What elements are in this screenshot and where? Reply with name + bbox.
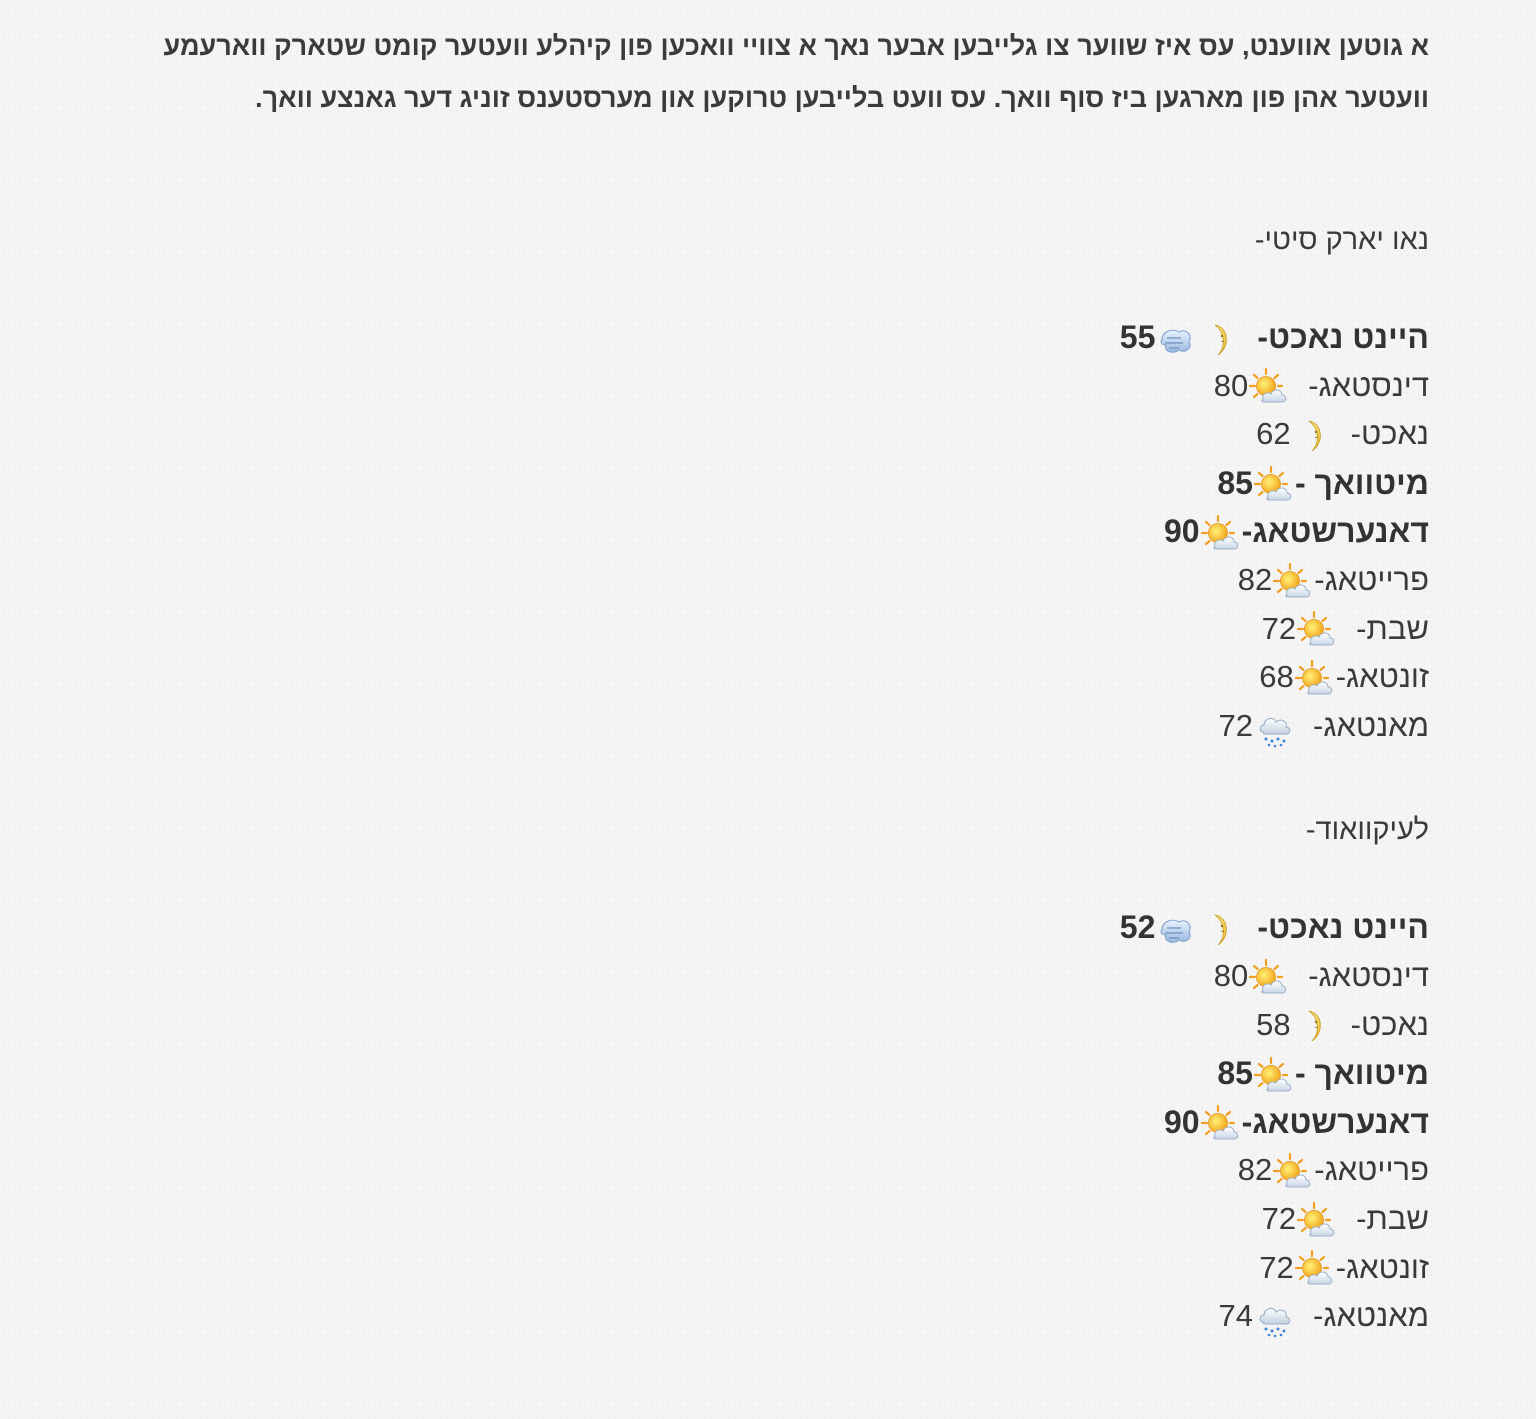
partly-sunny-icon	[1295, 659, 1335, 699]
forecast-temperature: 62	[1256, 416, 1291, 452]
intro-paragraph: א גוטען אווענט, עס איז שווער צו גלייבען אבער נאך א צוויי וואכען פון קיהלע וועטער קומט שטארק ווארעמע וועטער אהן פון מארגען ביז סוף וואך. עס וועט בלייבען טרוקען און מערסטענס זוניג דער גאנצע וואך.	[163, 31, 1429, 113]
forecast-temperature: 85	[1217, 464, 1253, 501]
wind-icon	[1156, 910, 1196, 950]
forecast-row	[109, 1244, 1429, 1293]
moon-icon	[1198, 320, 1238, 360]
forecast-row	[109, 410, 1429, 459]
forecast-row	[109, 1195, 1429, 1244]
city-heading-nyc: נאו יארק סיטי-	[1254, 224, 1429, 256]
forecast-row	[109, 952, 1429, 1001]
forecast-day-label: מאנטאג-	[1313, 1298, 1429, 1334]
forecast-day-label: מאנטאג-	[1313, 707, 1429, 743]
forecast-row	[109, 459, 1429, 508]
forecast-temperature: 52	[1119, 909, 1156, 946]
forecast-day-label: נאכט-	[1350, 416, 1429, 452]
forecast-day-label: דאנערשטאג-	[1241, 513, 1429, 550]
partly-sunny-icon	[1297, 610, 1337, 650]
forecast-row	[109, 1049, 1429, 1098]
forecast-row	[109, 362, 1429, 411]
forecast-day-label: פרייטאג-	[1314, 1152, 1429, 1188]
forecast-day-label: פרייטאג-	[1314, 561, 1429, 597]
forecast-day-label: מיטוואך -	[1294, 1055, 1429, 1092]
partly-sunny-icon	[1249, 958, 1289, 998]
forecast-temperature: 80	[1213, 367, 1249, 403]
forecast-temperature: 90	[1163, 513, 1200, 550]
forecast-day-label: דאנערשטאג-	[1241, 1103, 1429, 1140]
forecast-day-label: שבת-	[1356, 610, 1429, 646]
forecast-temperature: 90	[1163, 1103, 1200, 1140]
forecast-day-label: דינסטאג-	[1308, 957, 1429, 993]
city-heading-lakewood: לעיקוואוד-	[1305, 814, 1429, 847]
partly-sunny-icon	[1295, 1249, 1335, 1289]
forecast-temperature: 82	[1237, 561, 1273, 597]
rain-cloud-icon	[1254, 708, 1294, 748]
forecast-day-label: נאכט-	[1350, 1006, 1429, 1042]
forecast-row	[109, 653, 1429, 702]
forecast-temperature: 85	[1217, 1055, 1253, 1092]
forecast-day-label: היינט נאכט-	[1257, 319, 1429, 355]
partly-sunny-icon	[1201, 1104, 1241, 1144]
forecast-row	[109, 1292, 1429, 1341]
forecast-day-label: זונטאג-	[1335, 659, 1429, 695]
forecast-row	[109, 313, 1429, 362]
forecast-row	[109, 702, 1429, 751]
forecast-row	[109, 605, 1429, 654]
forecast-day-label: דינסטאג-	[1308, 367, 1429, 403]
partly-sunny-icon	[1201, 514, 1241, 554]
wind-icon	[1156, 320, 1196, 360]
moon-icon	[1292, 416, 1332, 456]
forecast-row	[109, 556, 1429, 605]
moon-icon	[1292, 1006, 1332, 1046]
moon-icon	[1198, 910, 1238, 950]
partly-sunny-icon	[1273, 562, 1313, 602]
partly-sunny-icon	[1249, 367, 1289, 407]
forecast-row	[109, 1098, 1429, 1147]
forecast-temperature: 72	[1261, 1200, 1297, 1236]
forecast-temperature: 72	[1261, 610, 1297, 646]
partly-sunny-icon	[1254, 1056, 1294, 1096]
forecast-day-label: זונטאג-	[1335, 1249, 1429, 1285]
forecast-list-nyc	[109, 313, 1429, 750]
forecast-temperature: 72	[1218, 707, 1254, 743]
forecast-row	[109, 1146, 1429, 1195]
partly-sunny-icon	[1273, 1152, 1313, 1192]
note-body	[109, 20, 1429, 1341]
rain-cloud-icon	[1254, 1298, 1294, 1338]
forecast-temperature: 72	[1259, 1249, 1294, 1285]
forecast-day-label: היינט נאכט-	[1257, 909, 1429, 946]
forecast-temperature: 68	[1259, 659, 1294, 695]
forecast-temperature: 74	[1218, 1298, 1254, 1334]
forecast-temperature: 58	[1256, 1006, 1291, 1042]
forecast-day-label: שבת-	[1356, 1200, 1429, 1236]
forecast-day-label: מיטוואך -	[1294, 464, 1429, 501]
forecast-row	[109, 507, 1429, 556]
partly-sunny-icon	[1254, 465, 1294, 505]
forecast-row	[109, 1001, 1429, 1050]
forecast-row	[109, 903, 1429, 952]
forecast-list-lakewood	[109, 903, 1429, 1340]
forecast-temperature: 80	[1213, 957, 1249, 993]
partly-sunny-icon	[1297, 1201, 1337, 1241]
forecast-temperature: 55	[1119, 319, 1156, 355]
forecast-temperature: 82	[1237, 1152, 1273, 1188]
